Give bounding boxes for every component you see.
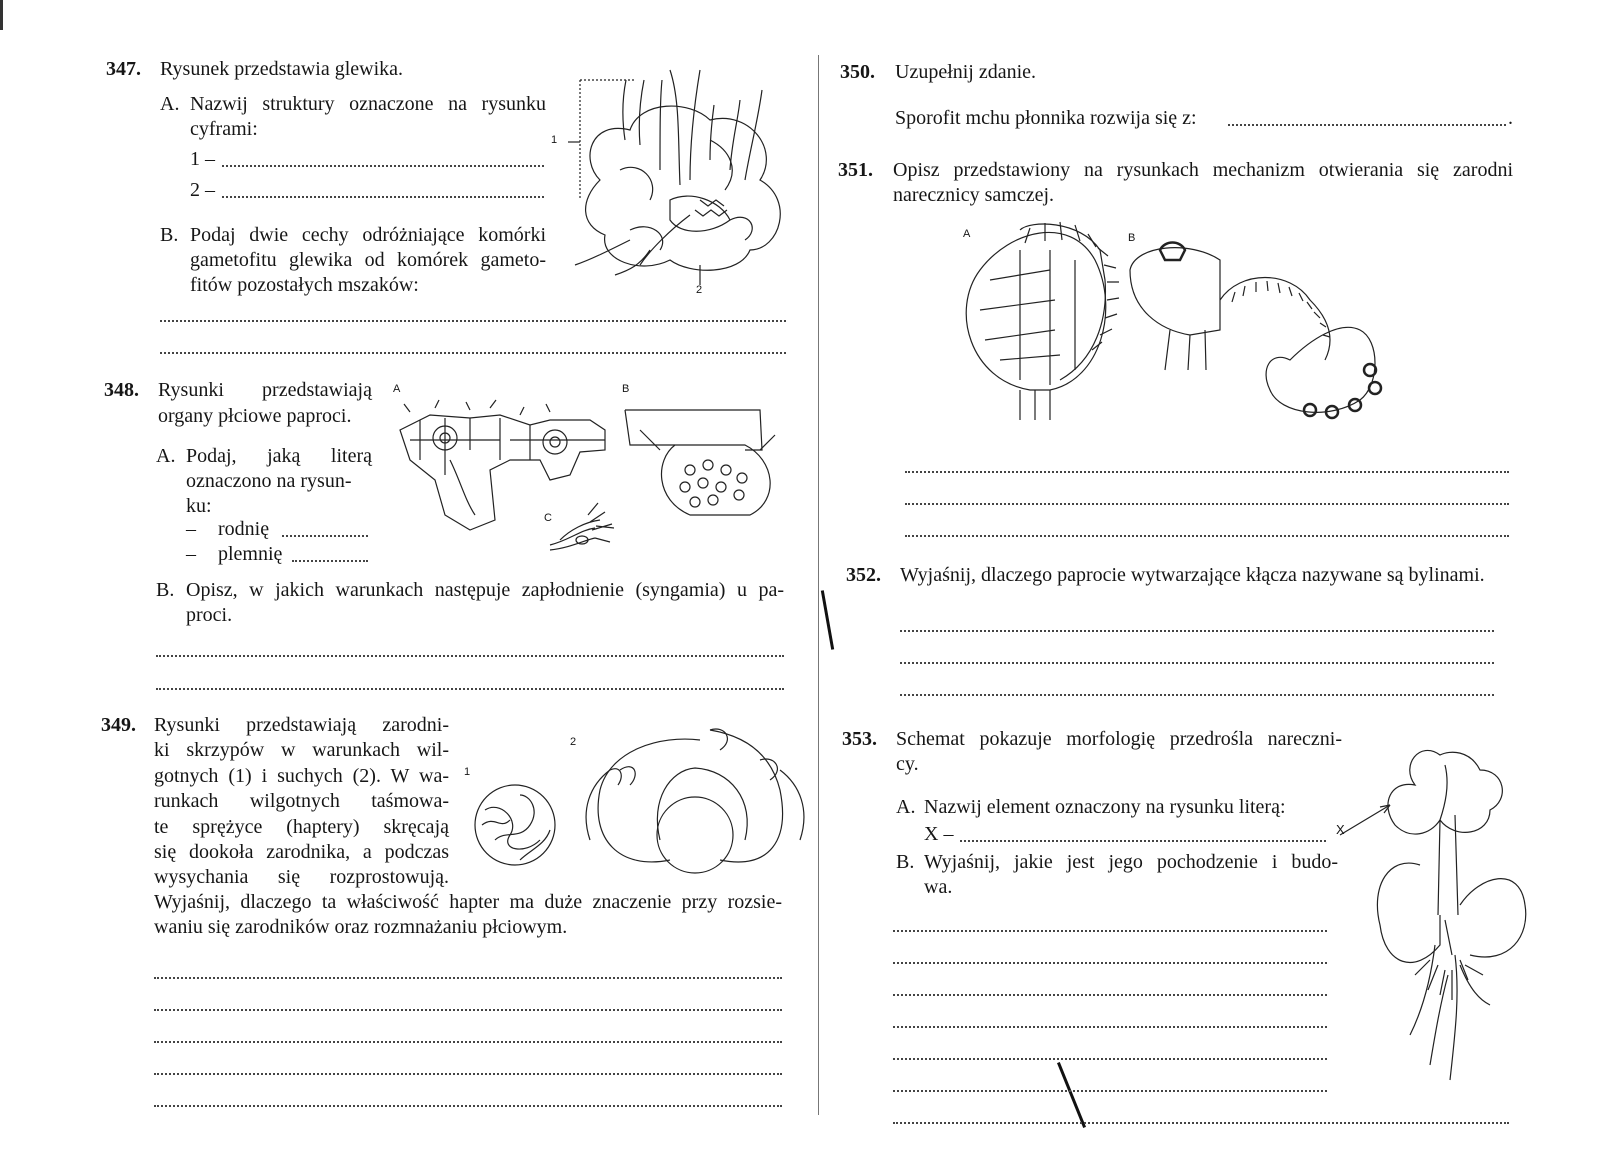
answer-line[interactable] (154, 1009, 782, 1011)
question-text-line: ki skrzypów w warunkach wil- (154, 739, 449, 761)
answer-line[interactable] (154, 977, 782, 979)
answer-line[interactable] (222, 196, 544, 198)
question-intro: Rysunki przedstawiają (158, 379, 372, 401)
part-a-text: Podaj, jaką literą (186, 445, 372, 467)
figure-label-c: C (544, 512, 552, 524)
page-gutter-line (818, 55, 819, 1115)
answer-line[interactable] (154, 1041, 782, 1043)
question-text-line: Wyjaśnij, dlaczego ta właściwość hapter ma duże znaczenie przy rozsie- (154, 891, 782, 913)
question-number: 352. (846, 564, 881, 586)
question-title: Rysunek przedstawia glewika. (160, 58, 404, 80)
question-text-line: waniu się zarodników oraz rozmnażaniu płciowym. (154, 916, 568, 938)
part-a-text: oznaczono na rysun- (186, 470, 352, 492)
part-b-label: B. (156, 579, 175, 601)
item-label: rodnię (218, 518, 270, 540)
question-text-line: Opisz przedstawiony na rysunkach mechanizm otwierania się zarodni (893, 159, 1513, 181)
part-b-text: proci. (186, 604, 233, 626)
figure-label-x: X (1336, 822, 1345, 837)
answer-line[interactable] (893, 1026, 1327, 1028)
part-b-text: gametofitu glewika od komórek gameto- (190, 249, 546, 271)
question-intro: Schemat pokazuje morfologię przedrośla nareczni- (896, 728, 1342, 750)
part-a-text: Nazwij element oznaczony na rysunku literą: (924, 796, 1286, 818)
fern-prothallus-illustration (1360, 745, 1540, 1095)
question-text-line: gotnych (1) i suchych (2). W wa- (154, 765, 449, 787)
question-text-line: runkach wilgotnych taśmowa- (154, 790, 449, 812)
horsetail-spores-illustration (470, 730, 790, 880)
answer-line[interactable] (1228, 124, 1506, 126)
figure-label-1: 1 (551, 134, 558, 146)
question-text-line: narecznicy samczej. (893, 184, 1055, 206)
question-text-line: te sprężyce (haptery) skręcają (154, 816, 449, 838)
page-left-edge-mark (0, 0, 3, 30)
part-a-text: ku: (186, 495, 212, 517)
answer-line[interactable] (154, 1105, 782, 1107)
question-sentence: Sporofit mchu płonnika rozwija się z: (895, 107, 1197, 129)
answer-line[interactable] (960, 840, 1326, 842)
question-title: Uzupełnij zdanie. (895, 61, 1037, 83)
answer-line[interactable] (222, 165, 544, 167)
answer-line[interactable] (900, 662, 1494, 664)
item-label: X – (924, 823, 954, 845)
fern-sex-organs-illustration (390, 390, 790, 570)
answer-line[interactable] (282, 535, 368, 537)
question-number: 351. (838, 159, 873, 181)
item-label: 2 – (190, 179, 215, 201)
item-label: 1 – (190, 148, 215, 170)
fern-sporangium-opening-illustration (960, 220, 1420, 420)
answer-line[interactable] (156, 688, 784, 690)
part-b-label: B. (896, 851, 915, 873)
question-number: 350. (840, 61, 875, 83)
answer-line[interactable] (893, 1058, 1327, 1060)
part-a-text: Nazwij struktury oznaczone na rysunku (190, 93, 546, 115)
part-b-text: wa. (924, 876, 953, 898)
part-b-label: B. (160, 224, 179, 246)
pen-mark (821, 590, 834, 650)
answer-line[interactable] (900, 694, 1494, 696)
answer-line[interactable] (905, 471, 1509, 473)
question-text-line: się dookoła zarodnika, a podczas (154, 841, 449, 863)
answer-line[interactable] (905, 503, 1509, 505)
question-number: 347. (106, 58, 141, 80)
item-label: plemnię (218, 543, 283, 565)
answer-line[interactable] (160, 352, 786, 354)
answer-line[interactable] (893, 1090, 1327, 1092)
answer-line[interactable] (154, 1073, 782, 1075)
figure-label-1: 1 (464, 766, 471, 778)
part-a-text: cyframi: (190, 118, 258, 140)
figure-label-b: B (622, 383, 630, 395)
question-number: 353. (842, 728, 877, 750)
dash: – (186, 543, 196, 565)
answer-line[interactable] (292, 560, 368, 562)
dash: – (186, 518, 196, 540)
answer-line[interactable] (905, 535, 1509, 537)
part-b-text: Opisz, w jakich warunkach następuje zapłodnienie (syngamia) u pa- (186, 579, 784, 601)
part-a-label: A. (156, 445, 176, 467)
answer-line[interactable] (156, 655, 784, 657)
figure-label-2: 2 (696, 284, 703, 296)
figure-label-a: A (963, 228, 971, 240)
figure-label-b: B (1128, 232, 1136, 244)
part-b-text: fitów pozostałych mszaków: (190, 274, 419, 296)
part-a-label: A. (160, 93, 180, 115)
part-b-text: Podaj dwie cechy odróżniające komórki (190, 224, 546, 246)
part-b-text: Wyjaśnij, jakie jest jego pochodzenie i budo- (924, 851, 1338, 873)
question-text: Wyjaśnij, dlaczego paprocie wytwarzające kłącza nazywane są bylinami. (900, 564, 1485, 586)
answer-line[interactable] (893, 994, 1327, 996)
answer-line[interactable] (900, 630, 1494, 632)
question-number: 348. (104, 379, 139, 401)
question-text-line: Rysunki przedstawiają zarodni- (154, 714, 449, 736)
part-a-label: A. (896, 796, 916, 818)
pen-mark (1057, 1062, 1086, 1128)
sentence-end: . (1508, 107, 1513, 129)
figure-label-2: 2 (570, 736, 577, 748)
answer-line[interactable] (893, 930, 1327, 932)
answer-line[interactable] (893, 1122, 1509, 1124)
question-intro: cy. (896, 753, 919, 775)
question-intro: organy płciowe paproci. (158, 405, 352, 427)
question-number: 349. (101, 714, 136, 736)
question-text-line: wysychania się rozprostowują. (154, 866, 449, 888)
liverwort-illustration (560, 60, 810, 300)
answer-line[interactable] (893, 962, 1327, 964)
answer-line[interactable] (160, 320, 786, 322)
figure-label-a: A (393, 383, 401, 395)
